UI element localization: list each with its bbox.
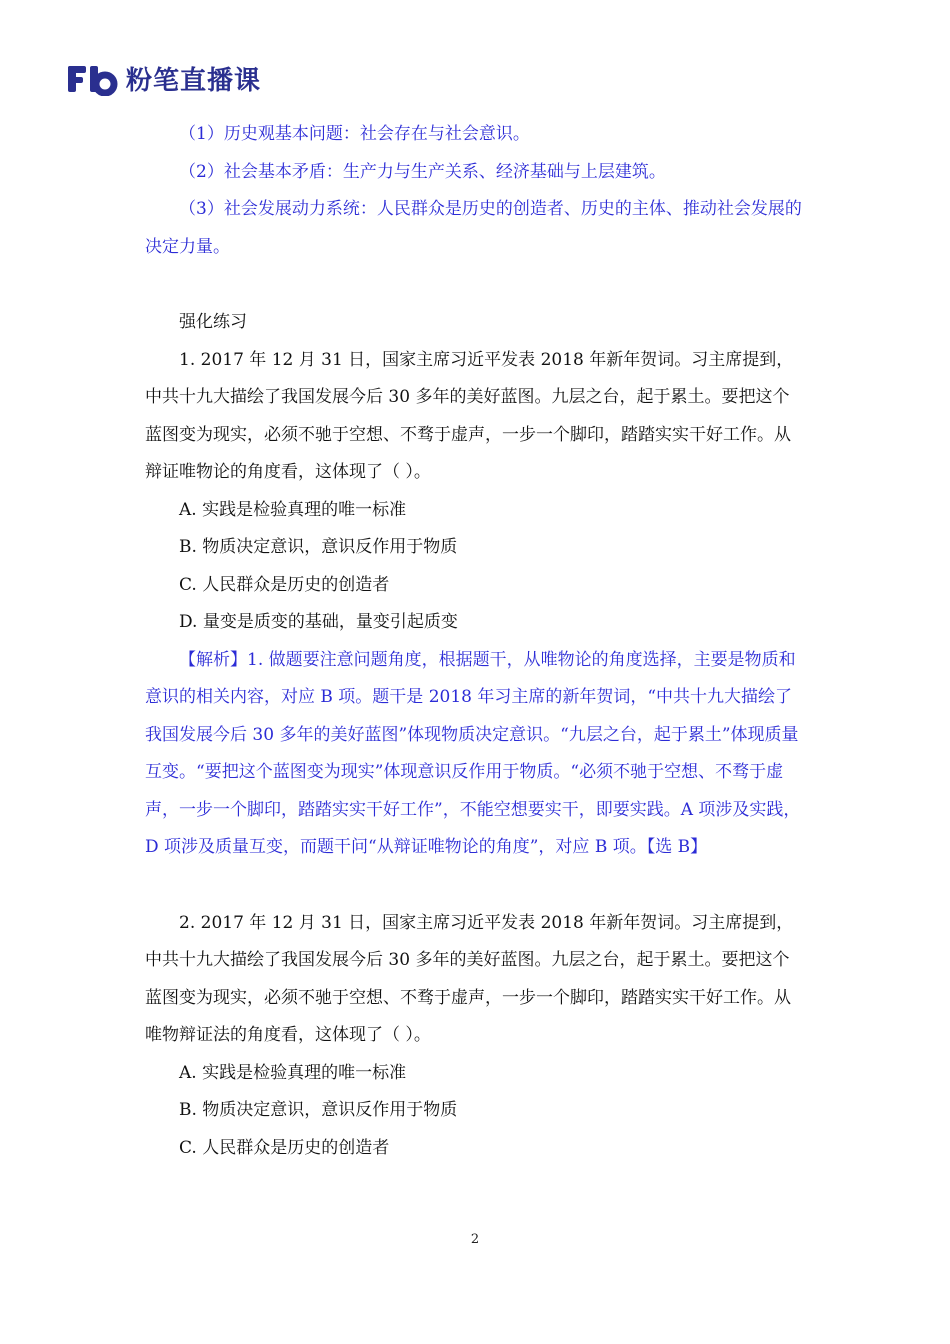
brand-name: 粉笔直播课 [126,66,262,96]
summary-item-1: （1）历史观基本问题：社会存在与社会意识。 [179,124,530,144]
page-number: 2 [470,1232,480,1247]
question-1-stem: 1. 2017 年 12 月 31 日，国家主席习近平发表 2018 年新年贺词。习主席提到，中共十九大描绘了我国发展今后 30 多年的美好蓝图。九层之台，起于累土。要把这个蓝图变为现实，必须不驰于空想、不骛于虚声，一步一个脚印，踏踏实实干好工作。从辩证唯物论的角度看，这体现了（ ）。 [145,349,794,482]
question-2-option-c: C. 人民群众是历史的创造者 [179,1137,390,1158]
question-2-stem: 2. 2017 年 12 月 31 日，国家主席习近平发表 2018 年新年贺词。习主席提到，中共十九大描绘了我国发展今后 30 多年的美好蓝图。九层之台，起于累土。要把这个蓝图变为现实，必须不驰于空想、不骛于虚声，一步一个脚印，踏踏实实干好工作。从唯物辩证法的角度看，这体现了（ ）。 [145,912,794,1045]
document-body [145,116,805,1167]
question-1-option-c: C. 人民群众是历史的创造者 [179,574,390,595]
section-title: 强化练习 [179,312,247,332]
summary-item-2: （2）社会基本矛盾：生产力与生产关系、经济基础与上层建筑。 [179,161,666,182]
question-2-option-b: B. 物质决定意识，意识反作用于物质 [179,1100,458,1120]
brand-logo [66,60,261,97]
question-1-option-a: A. 实践是检验真理的唯一标准 [179,499,407,520]
question-1-option-d: D. 量变是质变的基础，量变引起质变 [179,612,458,632]
question-1-option-b: B. 物质决定意识，意识反作用于物质 [179,537,458,557]
question-1-analysis: 【解析】1. 做题要注意问题角度，根据题干，从唯物论的角度选择，主要是物质和意识的相关内容，对应 B 项。题干是 2018 年习主席的新年贺词，“中共十九大描绘了我国发展今后 30 多年的美好蓝图”体现物质决定意识。“九层之台，起于累土”体现质量互变。“要把这个蓝图变为现实”体现意识反作用于物质。“必须不驰于空想、不骛于虚声，一步一个脚印，踏踏实实干好工作”，不能空想要实干，即要实践。A 项涉及实践，D 项涉及质量互变，而题干问“从辩证唯物论的角度”，对应 B 项。【选 B】 [145,649,801,857]
spacer [145,266,805,304]
question-2-option-a: A. 实践是检验真理的唯一标准 [179,1062,407,1083]
fb-logo-icon [66,62,118,96]
summary-item-3: （3）社会发展动力系统：人民群众是历史的创造者、历史的主体、推动社会发展的决定力量。 [145,199,802,257]
spacer [145,867,805,905]
